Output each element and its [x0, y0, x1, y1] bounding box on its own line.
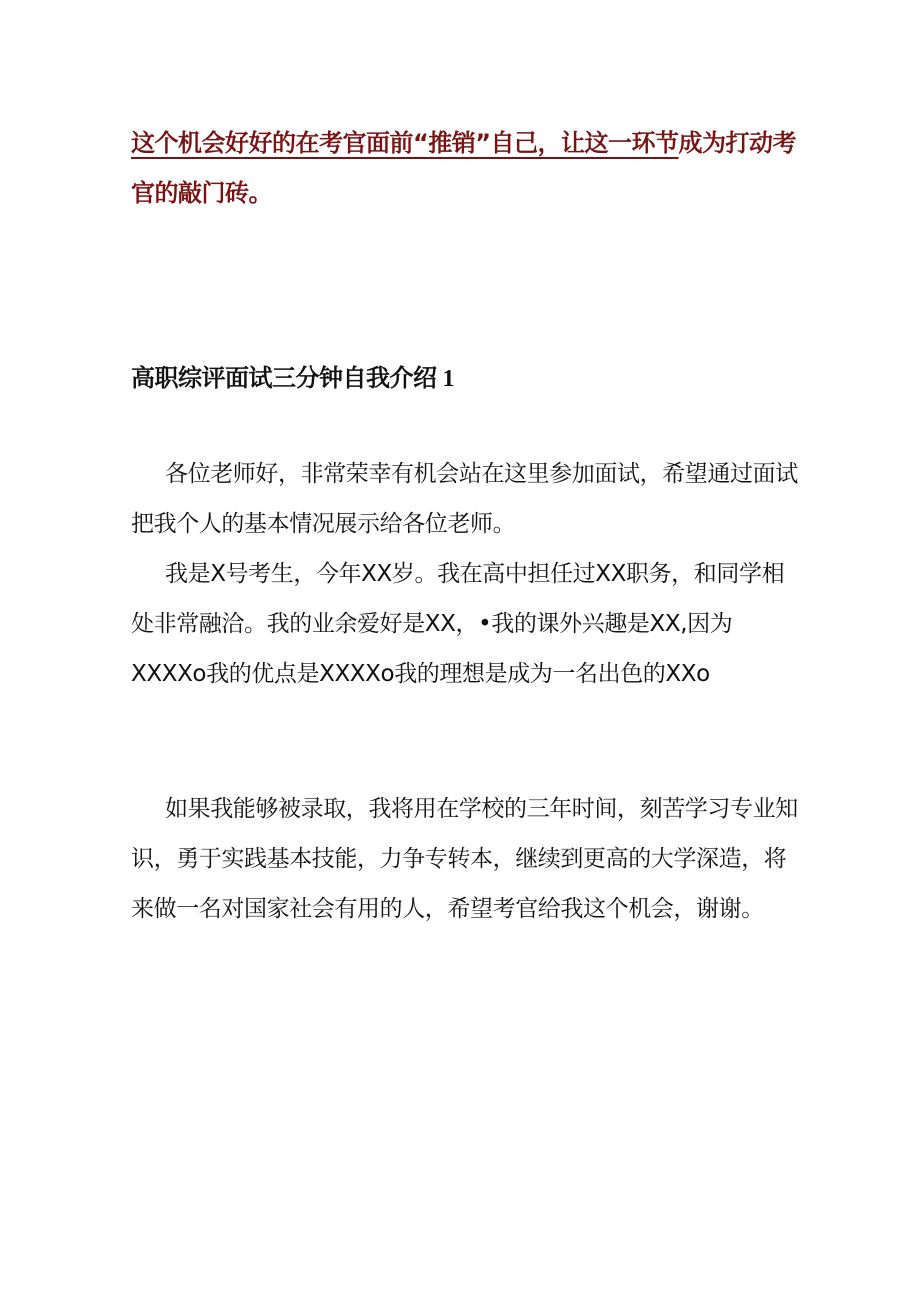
intro-rest-text: 成为打动考官的敲门砖。: [131, 129, 797, 207]
section-heading: [131, 362, 454, 395]
intro-underlined-text: 这个机会好好的在考官面前“推销”自己，让这一环节: [131, 129, 679, 157]
heading-number: 1: [442, 366, 454, 392]
intro-paragraph: [131, 118, 811, 218]
paragraph-text: 如果我能够被录取，我将用在学校的三年时间，刻苦学习专业知识，勇于实践基本技能，力争专转本，继续到更高的大学深造，将来做一名对国家社会有用的人，希望考官给我这个机会，谢谢。: [131, 796, 798, 922]
paragraph-text: 各位老师好，非常荣幸有机会站在这里参加面试，希望通过面试把我个人的基本情况展示给各位老师。: [131, 461, 798, 537]
paragraph-text: 我是X号考生，今年XX岁。我在高中担任过XX职务，和同学相处非常融洽。我的业余爱好是XX，•我的课外兴趣是XX,因为XXXXo我的优点是XXXXo我的理想是成为一名出色的XXo: [131, 561, 785, 687]
body-paragraph-closing: [131, 784, 801, 934]
heading-title: 高职综评面试三分钟自我介绍: [131, 364, 437, 392]
body-paragraph-greeting: [131, 449, 801, 549]
body-paragraph-self: [131, 549, 801, 699]
